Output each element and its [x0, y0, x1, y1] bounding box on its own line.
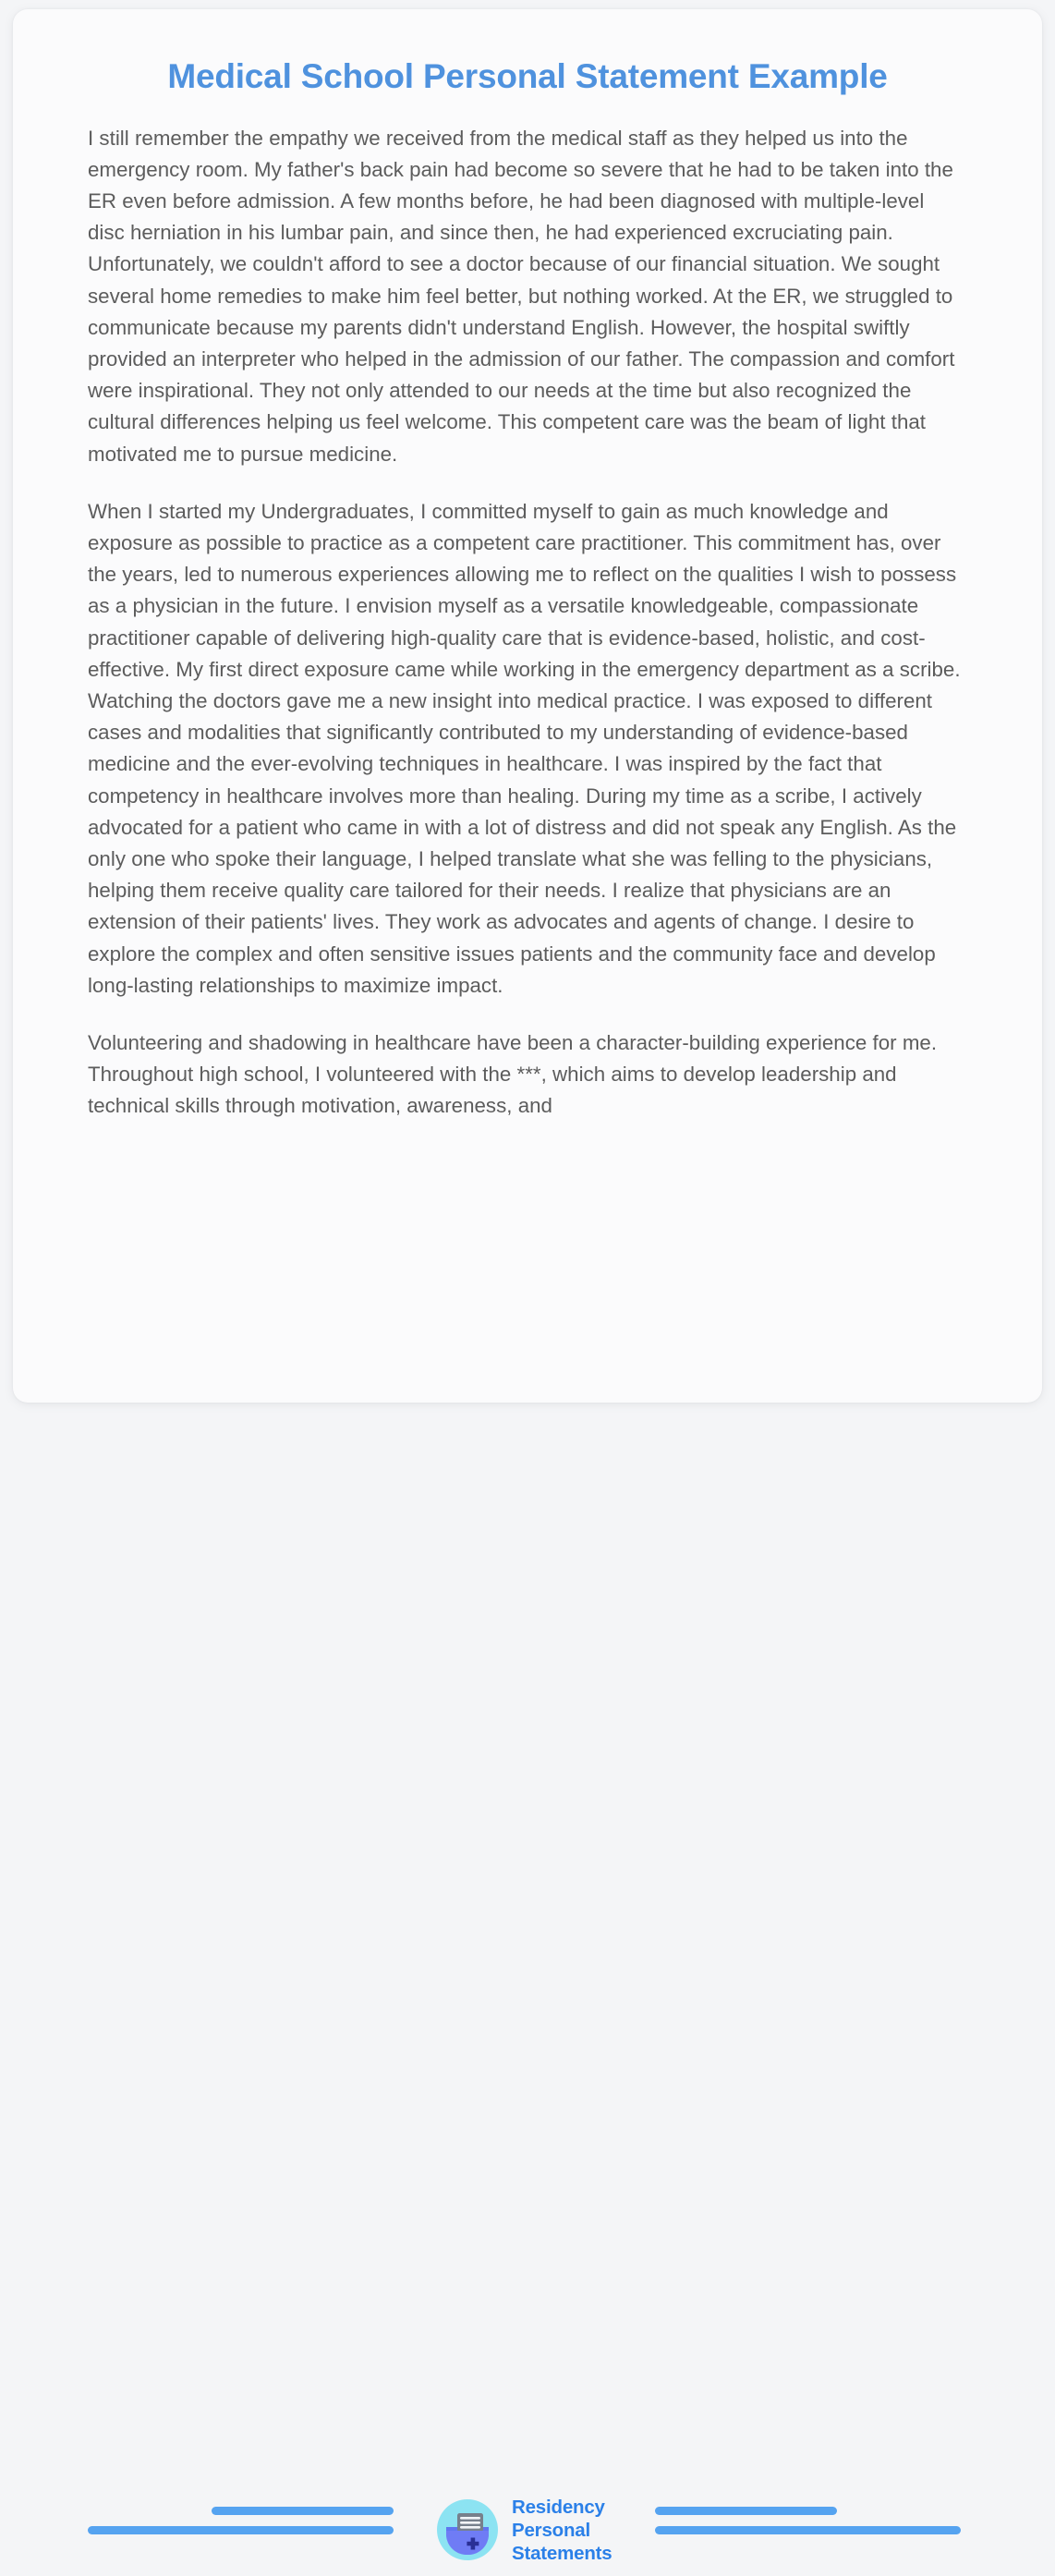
essay-paragraph-1: I still remember the empathy we received from the medical staff as they helped us into the emergency room. My father's back pain had become so severe that he had to be taken into the ER even before admission. A few months before, he had been diagnosed with multiple-level disc herniation in his lumbar pain, and since then, he had experienced excruciating pain. Unfortunately, we couldn't afford to see a doctor because of our financial situation. We sought several home remedies to make him feel better, but nothing worked. At the ER, we struggled to communicate because my parents didn't understand English. However, the hospital swiftly provided an interpreter who helped in the admission of our father. The compassion and comfort were inspirational. They not only attended to our needs at the time but also recognized the cultural differences helping us feel welcome. This competent care was the beam of light that motivated me to pursue medicine.	[88, 126, 955, 466]
essay-paragraph-2: When I started my Undergraduates, I committed myself to gain as much knowledge and exposure as possible to practice as a competent care practitioner. This commitment has, over the years, led to numerous experiences allowing me to reflect on the qualities I wish to possess as a physician in the future. I envision myself as a versatile knowledgeable, compassionate practitioner capable of delivering high-quality care that is evidence-based, holistic, and cost-effective. My first direct exposure came while working in the emergency department as a scribe. Watching the doctors gave me a new insight into medical practice. I was exposed to different cases and modalities that significantly contributed to my understanding of evidence-based medicine and the ever-evolving techniques in healthcare. I was inspired by the fact that competency in healthcare involves more than healing. During my time as a scribe, I actively advocated for a patient who came in with a lot of distress and did not speak any English. As the only one who spoke their language, I helped translate what she was felling to the physicians, helping them receive quality care tailored for their needs. I realize that physicians are an extension of their patients' lives. They work as advocates and agents of change. I desire to explore the complex and often sensitive issues patients and the community face and develop long-lasting relationships to maximize impact.	[88, 499, 961, 997]
divider-right-upper	[655, 2507, 837, 2515]
brand-logo	[433, 2484, 627, 2576]
document-card	[13, 9, 1042, 2564]
essay-paragraph-3: Volunteering and shadowing in healthcare have been a character-building experience for me. Throughout high school, I volunteered with the ***, which aims to develop leadership and technical skills through motivation, awareness, and	[88, 1031, 938, 1118]
divider-right-lower	[655, 2526, 961, 2534]
divider-left-upper	[212, 2507, 394, 2515]
footer	[13, 1243, 1042, 2564]
brand-line-2: Personal	[512, 2519, 590, 2541]
brand-line-1: Residency	[512, 2496, 605, 2518]
medical-folder-icon	[433, 2496, 502, 2564]
brand-wordmark	[512, 2496, 612, 2565]
page-title: Medical School Personal Statement Example	[167, 57, 888, 95]
brand-line-3: Statements	[512, 2542, 612, 2564]
essay-body	[13, 97, 1042, 1123]
divider-left-lower	[88, 2526, 394, 2534]
